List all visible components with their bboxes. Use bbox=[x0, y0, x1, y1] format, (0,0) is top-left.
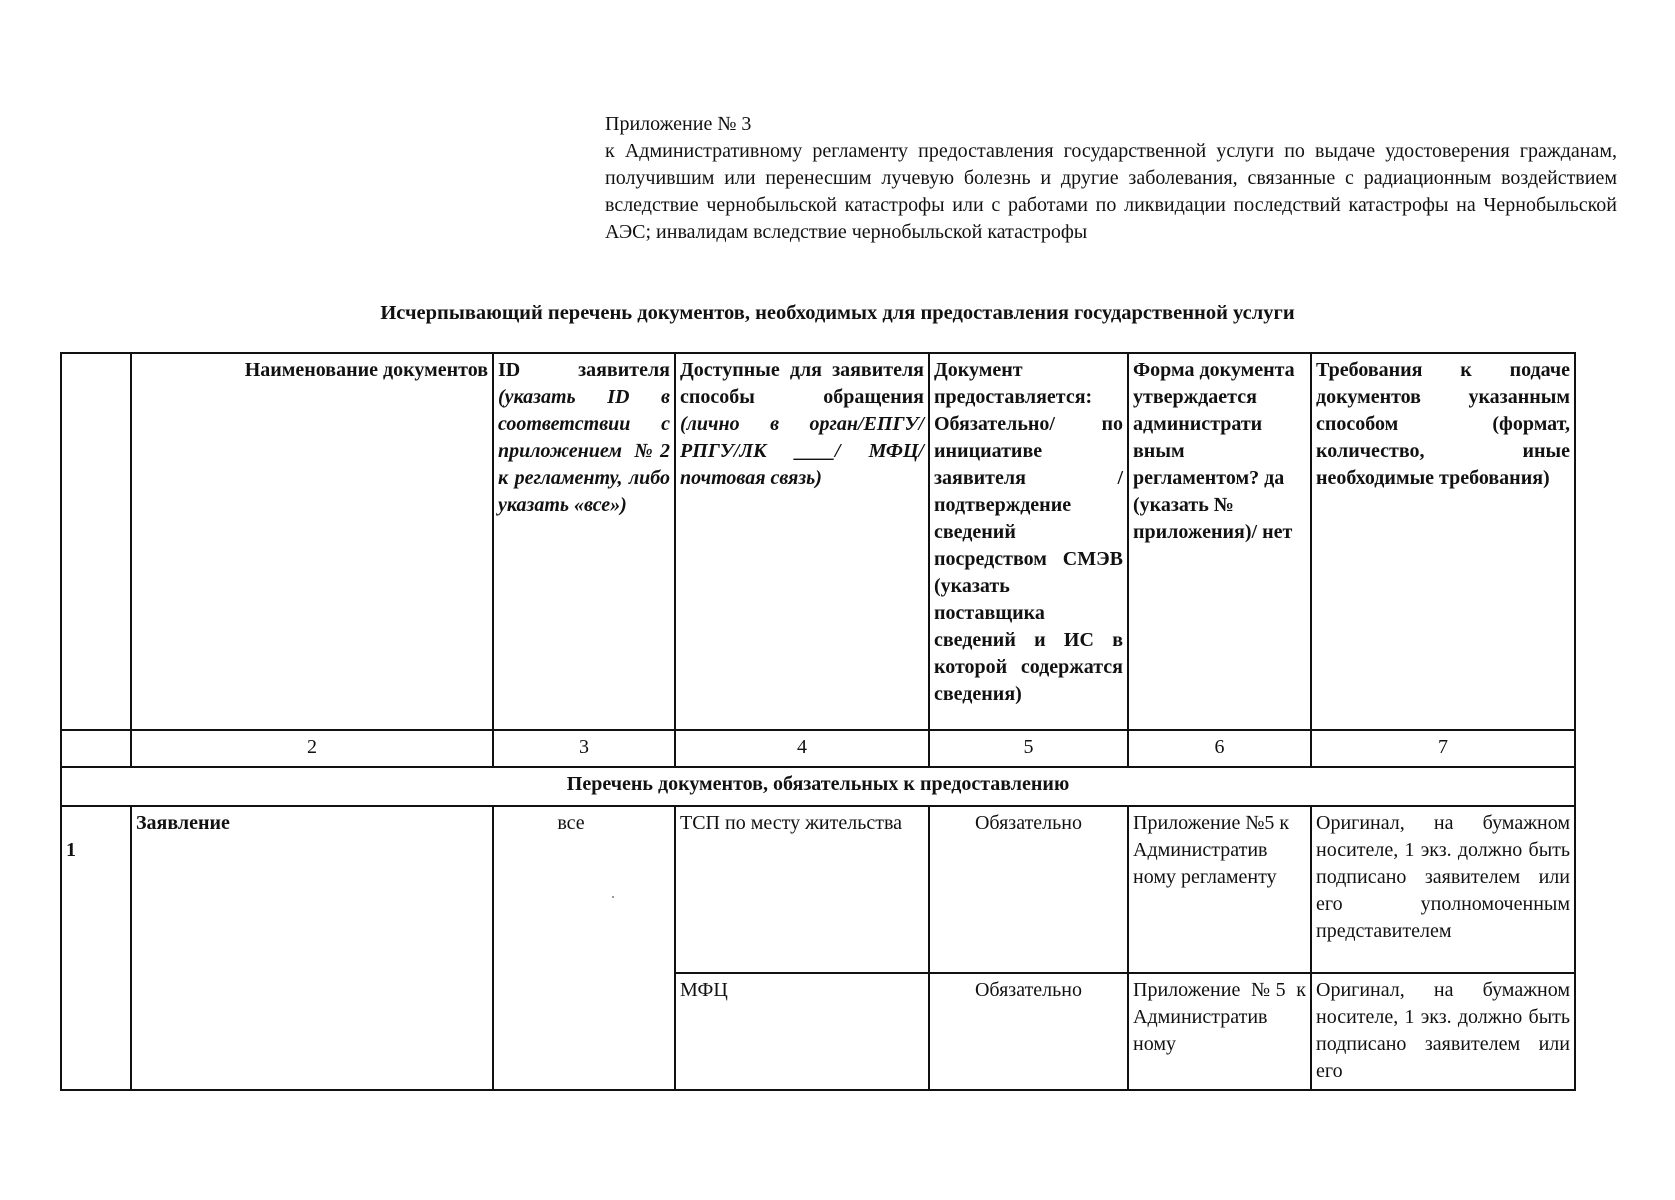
row-form: Приложение №5 к Административ ному bbox=[1128, 973, 1311, 1090]
header-ways-italic: (лично в орган/ЕПГУ/ РПГУ/ЛК ____/ МФЦ/ почтовая связь) bbox=[680, 413, 924, 489]
row-way: МФЦ bbox=[675, 973, 929, 1090]
appendix-text: к Административному регламенту предоставления государственной услуги по выдаче удостоверения гражданам, получившим или перенесшим лучевую болезнь и другие заболевания, связанные с радиационным воздействием вследствие чернобыльской катастрофы или с работами по ликвидации последствий катастрофы на Чернобыльской АЭС; инвалидам вследствие чернобыльской катастрофы bbox=[605, 140, 1617, 243]
section-row bbox=[61, 767, 1575, 806]
column-number: 4 bbox=[675, 730, 929, 767]
header-document-provided: Документ предоставляется: Обязательно/ по инициативе заявителя /подтверждение сведений посредством СМЭВ (указать поставщика сведений и ИС в которой содержатся сведения) bbox=[929, 353, 1128, 730]
table-row bbox=[61, 806, 1575, 973]
header-row bbox=[61, 353, 1575, 730]
row-number: 1 bbox=[61, 806, 131, 1090]
row-doc-provided: Обязательно bbox=[929, 806, 1128, 973]
row-form: Приложение №5 к Административ ному регламенту bbox=[1128, 806, 1311, 973]
column-number: 7 bbox=[1311, 730, 1575, 767]
header-applicant-id bbox=[493, 353, 675, 730]
column-number-row bbox=[61, 730, 1575, 767]
row-requirements: Оригинал, на бумажном носителе, 1 экз. должно быть подписано заявителем или его bbox=[1311, 973, 1575, 1090]
section-title: Перечень документов, обязательных к предоставлению bbox=[61, 767, 1575, 806]
header-id-bold: ID заявителя bbox=[498, 359, 670, 381]
document-title: Исчерпывающий перечень документов, необходимых для предоставления государственной услуги bbox=[380, 302, 1295, 324]
documents-table bbox=[60, 352, 1576, 1091]
row-way: ТСП по месту жительства bbox=[675, 806, 929, 973]
row-document-name: Заявление bbox=[131, 806, 493, 1090]
scan-speck bbox=[612, 896, 614, 898]
header-ways bbox=[675, 353, 929, 730]
row-applicant-id: все bbox=[493, 806, 675, 1090]
column-number bbox=[61, 730, 131, 767]
row-doc-provided: Обязательно bbox=[929, 973, 1128, 1090]
header-id-italic: (указать ID в соответствии с приложением №2 к регламенту, либо указать «все») bbox=[498, 386, 670, 516]
row-requirements: Оригинал, на бумажном носителе, 1 экз. должно быть подписано заявителем или его уполномоченным представителем bbox=[1311, 806, 1575, 973]
header-ways-bold: Доступные для заявителя способы обращения bbox=[680, 359, 924, 408]
header-form: Форма документа утверждается администрати вным регламентом? да (указать № приложения)/ нет bbox=[1128, 353, 1311, 730]
column-number: 5 bbox=[929, 730, 1128, 767]
appendix-heading: Приложение № 3 bbox=[605, 113, 752, 135]
header-requirements: Требования к подаче документов указанным способом (формат, количество, иные необходимые требования) bbox=[1311, 353, 1575, 730]
column-number: 6 bbox=[1128, 730, 1311, 767]
appendix-block bbox=[605, 111, 1617, 246]
header-number-cell bbox=[61, 353, 131, 730]
column-number: 3 bbox=[493, 730, 675, 767]
header-name: Наименование документов bbox=[131, 353, 493, 730]
column-number: 2 bbox=[131, 730, 493, 767]
